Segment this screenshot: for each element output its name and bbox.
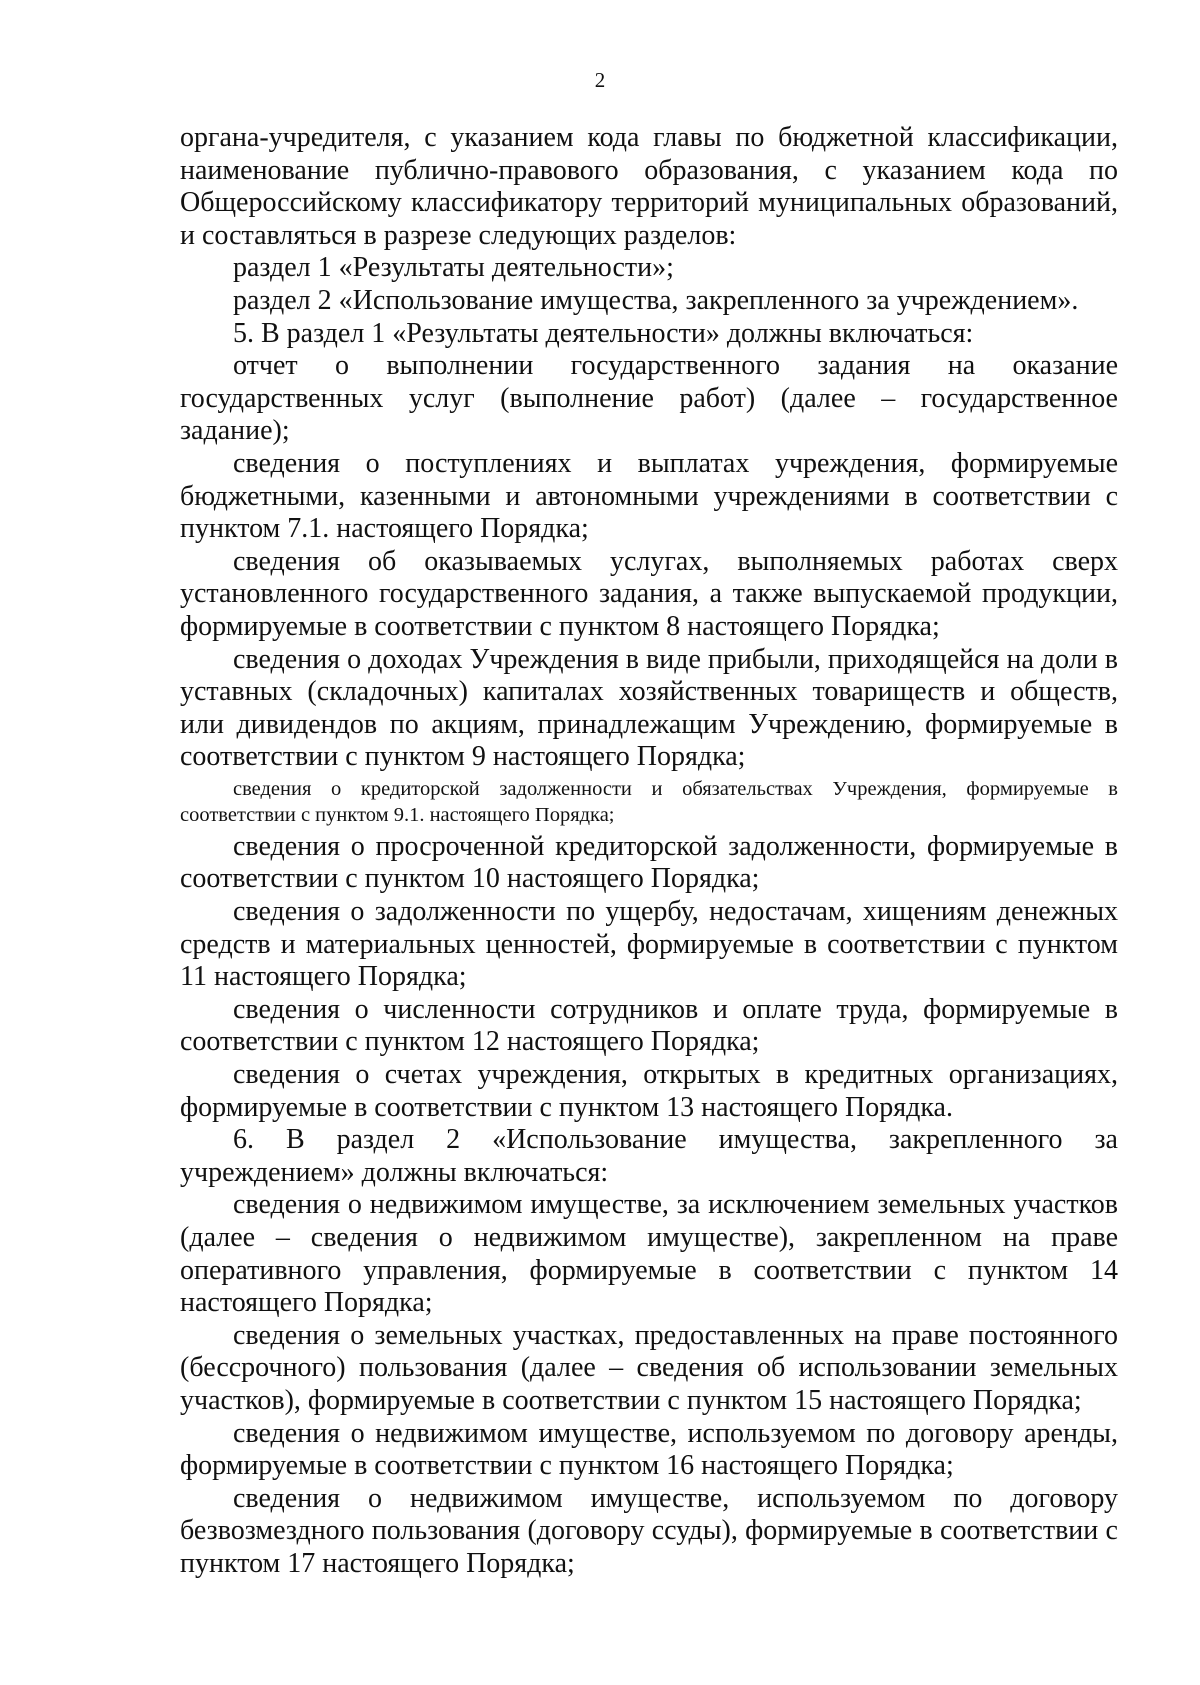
paragraph-real-estate-lease: сведения о недвижимом имуществе, используемом по договору аренды, формируемые в соответствии с пунктом 16 настоящего Порядка;: [180, 1417, 1118, 1482]
paragraph-overdue-debt: сведения о просроченной кредиторской задолженности, формируемые в соответствии с пунктом 10 настоящего Порядка;: [180, 830, 1118, 895]
paragraph-staff-salary: сведения о численности сотрудников и оплате труда, формируемые в соответствии с пунктом 12 настоящего Порядка;: [180, 993, 1118, 1058]
paragraph-section-2: раздел 2 «Использование имущества, закрепленного за учреждением».: [233, 284, 1079, 316]
paragraph-real-estate-free-use: сведения о недвижимом имуществе, используемом по договору безвозмездного пользования (договору ссуды), формируемые в соответствии с пунктом 17 настоящего Порядка;: [180, 1482, 1118, 1579]
page-number: 2: [594, 68, 606, 92]
paragraph-item-6: 6. В раздел 2 «Использование имущества, закрепленного за учреждением» должны включаться:: [180, 1124, 1118, 1188]
paragraph-item-5: 5. В раздел 1 «Результаты деятельности» должны включаться:: [233, 317, 974, 349]
paragraph-real-estate-operational: сведения о недвижимом имуществе, за исключением земельных участков (далее – сведения о недвижимом имуществе), закрепленном на праве оперативного управления, формируемые в соответствии с пунктом 14 настоящего Порядка;: [180, 1189, 1118, 1319]
paragraph-services-above-task: сведения об оказываемых услугах, выполняемых работах сверх установленного государственного задания, а также выпускаемой продукции, формируемые в соответствии с пунктом 8 настоящего Порядка;: [180, 545, 1118, 642]
document-body: [180, 122, 1118, 1581]
paragraph-land-plots: сведения о земельных участках, предоставленных на праве постоянного (бессрочного) пользования (далее – сведения об использовании земельных участков), формируемые в соответствии с пунктом 15 настоящего Порядка;: [180, 1319, 1118, 1416]
paragraph-state-task-report: отчет о выполнении государственного задания на оказание государственных услуг (выполнение работ) (далее – государственное задание);: [180, 350, 1118, 447]
paragraph-section-1: раздел 1 «Результаты деятельности»;: [233, 252, 674, 284]
paragraph-damage-debt: сведения о задолженности по ущербу, недостачам, хищениям денежных средств и материальных ценностей, формируемые в соответствии с пунктом 11 настоящего Порядка;: [180, 896, 1118, 993]
paragraph-intro-continuation: органа-учредителя, с указанием кода главы по бюджетной классификации, наименование публично-правового образования, с указанием кода по Общероссийскому классификатору территорий муниципальных образований, и составляться в разрезе следующих разделов:: [180, 122, 1118, 251]
paragraph-profit-income: сведения о доходах Учреждения в виде прибыли, приходящейся на доли в уставных (складочных) капиталах хозяйственных товариществ и обществ, или дивидендов по акциям, принадлежащим Учреждению, формируемые в соответствии с пунктом 9 настоящего Порядка;: [180, 643, 1118, 773]
paragraph-creditor-debt: сведения о кредиторской задолженности и обязательствах Учреждения, формируемые в соответствии с пунктом 9.1. настоящего Порядка;: [180, 777, 1118, 826]
paragraph-bank-accounts: сведения о счетах учреждения, открытых в кредитных организациях, формируемые в соответствии с пунктом 13 настоящего Порядка.: [180, 1059, 1118, 1123]
paragraph-receipts-payments: сведения о поступлениях и выплатах учреждения, формируемые бюджетными, казенными и автономными учреждениями в соответствии с пунктом 7.1. настоящего Порядка;: [180, 447, 1118, 545]
